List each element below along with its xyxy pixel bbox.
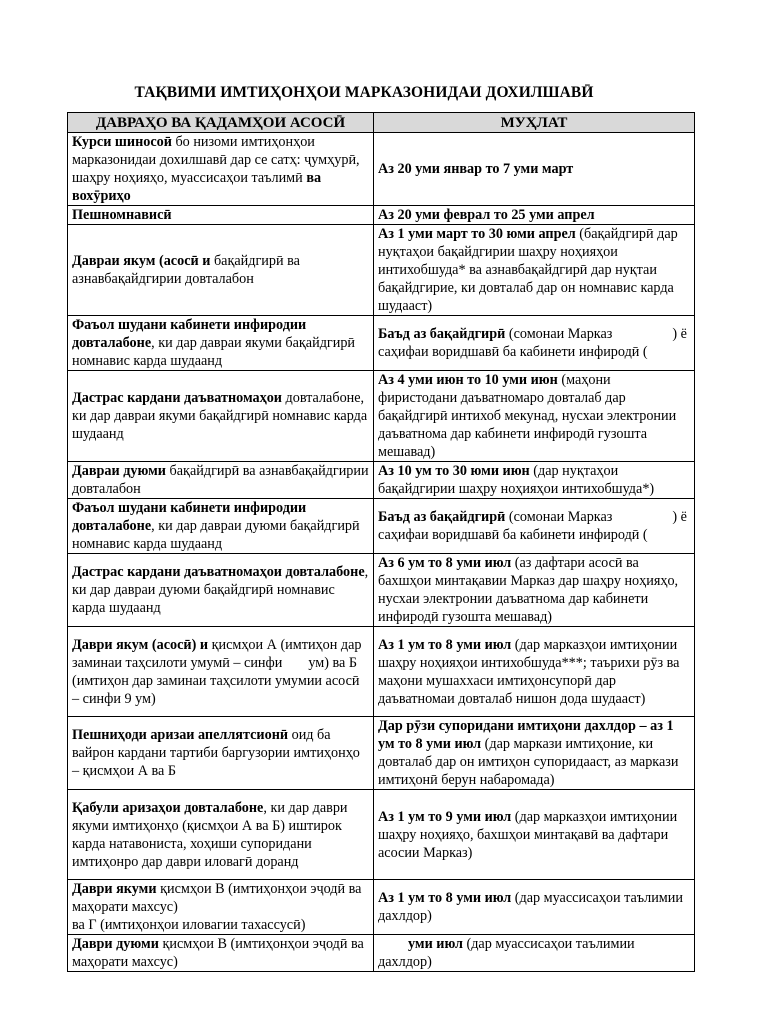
text: (бақайдгирӣ дар нуқтаҳои бақайдгирии шаҳру ноҳияҳои интихобшуда* ва азнавбақайдгирӣ дар нуқтаи бақайдгирие, ки довталаб дар он номнавис карда шудааст) (378, 226, 678, 314)
text: бақайдгирӣ ва азнавбақайдгирии довталабон (72, 463, 369, 497)
deadline-cell (374, 133, 695, 206)
table-row (68, 133, 695, 206)
header-stages: ДАВРАҲО ВА ҚАДАМҲОИ АСОСӢ (68, 113, 374, 133)
stage-cell (68, 880, 374, 935)
stage-cell (68, 717, 374, 790)
stage-cell (68, 790, 374, 880)
bold-text: Пешниҳоди аризаи апеллятсионӣ (72, 727, 289, 743)
deadline-cell (374, 499, 695, 554)
text: , ки дар давраи дуюми бақайдгирӣ номнавис карда шудаанд (72, 564, 369, 616)
bold-text: Баъд аз бақайдгирӣ (378, 326, 506, 342)
text: оид ба вайрон кардани тартиби баргузории имтиҳонҳо – қисмҳои А ва Б (72, 727, 360, 779)
bold-text: Аз 1 ум то 8 уми июл (378, 636, 512, 653)
stage-cell (68, 499, 374, 554)
bold-text: Аз 6 ум то 8 уми июл (378, 555, 512, 571)
deadline-cell (374, 790, 695, 880)
text: (дар марказҳои имтиҳонии шаҳру ноҳияҳо, бахшҳои минтақавӣ ва дафтари асосии Марказ) (378, 808, 678, 861)
deadline-cell (374, 880, 695, 935)
bold-text: Аз 1 уми март то 30 юми апрел (378, 226, 576, 242)
table-row (68, 935, 695, 972)
header-deadline: МУҲЛАТ (374, 113, 695, 133)
table-header-row (68, 113, 695, 133)
bold-text: Фаъол шудани кабинети инфиродии довталабоне (72, 500, 307, 534)
bold-text: Давраи дуюми (72, 463, 166, 479)
table-row (68, 206, 695, 225)
stage-cell (68, 133, 374, 206)
bold-text: Аз 4 уми июн то 10 уми июн (378, 372, 558, 388)
deadline-cell (374, 225, 695, 316)
bold-text: Пешномнависӣ (72, 207, 172, 223)
text: қисмҳои В (имтиҳонҳои эҷодӣ ва маҳорати махсус) (72, 936, 364, 970)
text: (дар муассисаҳои таълимии дахлдор) (378, 890, 683, 924)
text: (сомонаи Марказ (505, 326, 613, 342)
text: (сомонаи Марказ (505, 509, 613, 525)
text: , ки дар давраи якуми бақайдгирӣ номнавис карда шудаанд (72, 335, 356, 369)
bold-text: Баъд аз бақайдгирӣ (378, 509, 506, 525)
text: , ки дар давраи дуюми бақайдгирӣ номнавис карда шудаанд (72, 518, 360, 552)
bold-text: Давраи якум (асосӣ и (72, 253, 211, 269)
bold-text: Курси шиносоӣ (72, 134, 172, 150)
stage-cell (68, 371, 374, 462)
deadline-cell (374, 206, 695, 225)
bold-text: Фаъол шудани кабинети инфиродии довталабоне (72, 317, 307, 351)
deadline-cell (374, 554, 695, 627)
table-row (68, 462, 695, 499)
text: (аз дафтари асосӣ ва бахшҳои минтақавии Марказ дар шаҳру ноҳияҳо, нусхаи электронии даъватнома дар кабинети инфиродӣ гузошта мешавад) (378, 555, 679, 625)
document-title: ТАҚВИМИ ИМТИҲОНҲОИ МАРКАЗОНИДАИ ДОХИЛШАВӢ (134, 84, 594, 101)
stage-cell (68, 627, 374, 717)
text: , ки дар даври якуми имтиҳонҳо (қисмҳои А ва Б) иштирок карда натавониста, хоҳиши супоридани имтиҳонро дар даври иловагӣ доранд (72, 799, 348, 870)
stage-cell (68, 206, 374, 225)
deadline-cell (374, 462, 695, 499)
table-row (68, 790, 695, 880)
table-row (68, 717, 695, 790)
text: қисмҳои В (имтиҳонҳои эҷодӣ ва маҳорати махсус) (72, 881, 362, 915)
bold-text: Аз 1 ум то 8 уми июл (378, 890, 512, 906)
bold-text: Даври якум (асосӣ) и (72, 636, 209, 653)
deadline-cell (374, 717, 695, 790)
deadline-cell (374, 627, 695, 717)
bold-text: уми июл (408, 936, 463, 952)
bold-text: Аз 20 уми феврал то 25 уми апрел (378, 207, 595, 223)
stage-cell (68, 554, 374, 627)
table-row (68, 316, 695, 371)
text: ва Г (имтиҳонҳои иловагии тахассусӣ) (72, 917, 306, 933)
bold-text: Даври дуюми (72, 936, 159, 952)
stage-cell (68, 935, 374, 972)
text: (дар марказҳои имтиҳонии шаҳру ноҳияҳои интихобшуда***; таърихи рӯз ва маҳони мушаххаси имтиҳонсупорӣ дар даъватномаи довталаб нишон дода шудааст) (378, 636, 680, 707)
text: қисмҳои А (имтиҳон дар заминаи таҳсилоти умумӣ – синфи (72, 636, 362, 671)
text: (дар маркази имтиҳоние, ки довталаб дар он имтиҳон супоридааст, аз маркази имтиҳонӣ берун набаромада) (378, 736, 679, 788)
bold-text: Аз 20 уми январ то 7 уми март (378, 161, 574, 177)
text: бо низоми имтиҳонҳои марказонидаи дохилшавӣ дар се сатҳ: ҷумҳурӣ, шаҳру ноҳияҳо, муассисаҳои таълимӣ (72, 134, 360, 186)
table-row (68, 225, 695, 316)
text: (маҳони фиристодани даъватномаро довталаб дар бақайдгирӣ интихоб мекунад, нусхаи электронии даъватнома дар кабинети инфиродӣ гузошта мешавад) (378, 372, 677, 460)
bold-text: Дар рӯзи супоридани имтиҳони дахлдор – аз 1 ум то 8 уми июл (378, 718, 674, 752)
bold-text: Дастрас кардани даъватномаҳои (72, 390, 282, 406)
stage-cell (68, 225, 374, 316)
text: ) ё саҳифаи воридшавӣ ба кабинети инфиродӣ ( (378, 509, 687, 543)
table-row (68, 554, 695, 627)
bold-text: Аз 10 ум то 30 юми июн (378, 463, 530, 479)
text: ) ё саҳифаи воридшавӣ ба кабинети инфиродӣ ( (378, 326, 687, 360)
deadline-cell (374, 371, 695, 462)
table-row (68, 499, 695, 554)
deadline-cell (374, 935, 695, 972)
text: довталабоне, ки дар давраи якуми бақайдгирӣ номнавис карда шудаанд (72, 390, 368, 442)
table-row (68, 371, 695, 462)
bold-text: ва вохӯриҳо (72, 170, 322, 204)
schedule-table (67, 112, 695, 972)
table-row (68, 880, 695, 935)
stage-cell (68, 316, 374, 371)
text: (дар муассисаҳои таълимии дахлдор) (378, 936, 635, 970)
bold-text: Дастрас кардани даъватномаҳои довталабоне (72, 564, 365, 580)
bold-text: Даври якуми (72, 881, 157, 897)
stage-cell (68, 462, 374, 499)
text: бақайдгирӣ ва азнавбақайдгирии довталабон (72, 253, 300, 287)
text: (дар нуқтаҳои бақайдгирии шаҳру ноҳияҳои интихобшуда*) (378, 463, 655, 497)
text: ум) ва Б (имтиҳон дар заминаи таҳсилоти умумии асосӣ – синфи 9 ум) (72, 654, 360, 707)
table-body (68, 133, 695, 972)
bold-text: Аз 1 ум то 9 уми июл (378, 808, 512, 825)
bold-text: Қабули аризаҳои довталабоне (72, 799, 264, 816)
table-row (68, 627, 695, 717)
deadline-cell (374, 316, 695, 371)
